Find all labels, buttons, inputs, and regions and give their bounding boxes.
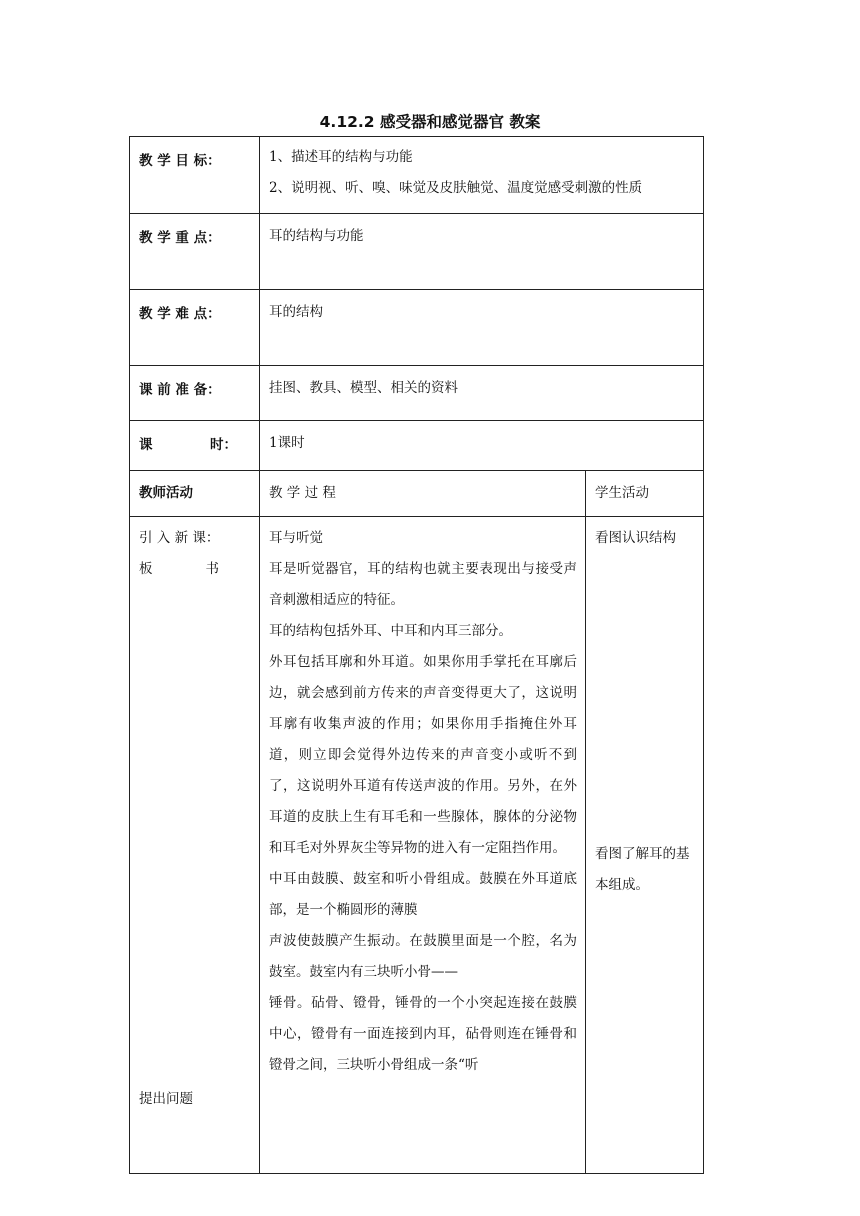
row-duration	[130, 421, 704, 471]
process-paragraph: 外耳包括耳廓和外耳道。如果你用手掌托在耳廓后边，就会感到前方传来的声音变得更大了，这说明耳廓有收集声波的作用；如果你用手指掩住外耳道，则立即会觉得外边传来的声音变小或听不到了，这说明外耳道有传送声波的作用。另外，在外耳道的皮肤上生有耳毛和一些腺体，腺体的分泌物和耳毛对外界灰尘等异物的进入有一定阻挡作用。	[269, 654, 577, 856]
goal-line-2: 2、说明视、听、嗅、味觉及皮肤触觉、温度觉感受刺激的性质	[269, 180, 643, 196]
row-goals	[130, 137, 704, 214]
process-paragraph: 声波使鼓膜产生振动。在鼓膜里面是一个腔，名为鼓室。鼓室内有三块听小骨——	[269, 933, 577, 980]
process-header: 教 学 过 程	[260, 471, 586, 517]
teacher-activity-header: 教师活动	[130, 471, 260, 517]
goals-label: 教 学 目 标：	[130, 137, 260, 214]
key-points-label: 教 学 重 点：	[130, 214, 260, 290]
goal-line-1: 1、描述耳的结构与功能	[269, 149, 413, 165]
goals-value	[260, 137, 704, 214]
duration-value: 1课时	[260, 421, 704, 471]
difficulties-label: 教 学 难 点：	[130, 290, 260, 366]
row-difficulties	[130, 290, 704, 366]
student-activity-1: 看图认识结构	[595, 530, 676, 546]
row-key-points	[130, 214, 704, 290]
student-activity-header: 学生活动	[586, 471, 704, 517]
board-left: 板	[139, 561, 153, 577]
row-activity-body	[130, 517, 704, 1174]
preparation-value: 挂图、教具、模型、相关的资料	[260, 366, 704, 421]
student-activity-cell	[586, 517, 704, 1174]
process-paragraph: 锤骨。砧骨、镫骨，锤骨的一个小突起连接在鼓膜中心，镫骨有一面连接到内耳，砧骨则连在锤骨和镫骨之间，三块听小骨组成一条“听	[269, 995, 577, 1073]
student-activity-2: 看图了解耳的基本组成。	[595, 846, 690, 893]
preparation-label: 课 前 准 备：	[130, 366, 260, 421]
question-label: 提出问题	[139, 1091, 193, 1107]
teacher-activity-cell	[130, 517, 260, 1174]
document-title: 4.12.2 感受器和感觉器官 教案	[319, 113, 541, 131]
duration-label	[130, 421, 260, 471]
lesson-plan-table	[129, 136, 704, 1174]
process-paragraph: 耳的结构包括外耳、中耳和内耳三部分。	[269, 623, 512, 639]
intro-label: 引 入 新 课：	[139, 530, 220, 546]
process-cell	[260, 517, 586, 1174]
row-preparation	[130, 366, 704, 421]
process-paragraph: 耳与听觉	[269, 530, 323, 546]
difficulties-value: 耳的结构	[260, 290, 704, 366]
duration-label-left: 课	[139, 437, 153, 453]
board-right: 书	[205, 561, 219, 577]
duration-label-right: 时：	[210, 437, 237, 453]
process-paragraph: 中耳由鼓膜、鼓室和听小骨组成。鼓膜在外耳道底部，是一个椭圆形的薄膜	[269, 871, 577, 918]
key-points-value: 耳的结构与功能	[260, 214, 704, 290]
row-activity-header	[130, 471, 704, 517]
process-paragraph: 耳是听觉器官，耳的结构也就主要表现出与接受声音刺激相适应的特征。	[269, 561, 577, 608]
board-label	[139, 554, 219, 585]
